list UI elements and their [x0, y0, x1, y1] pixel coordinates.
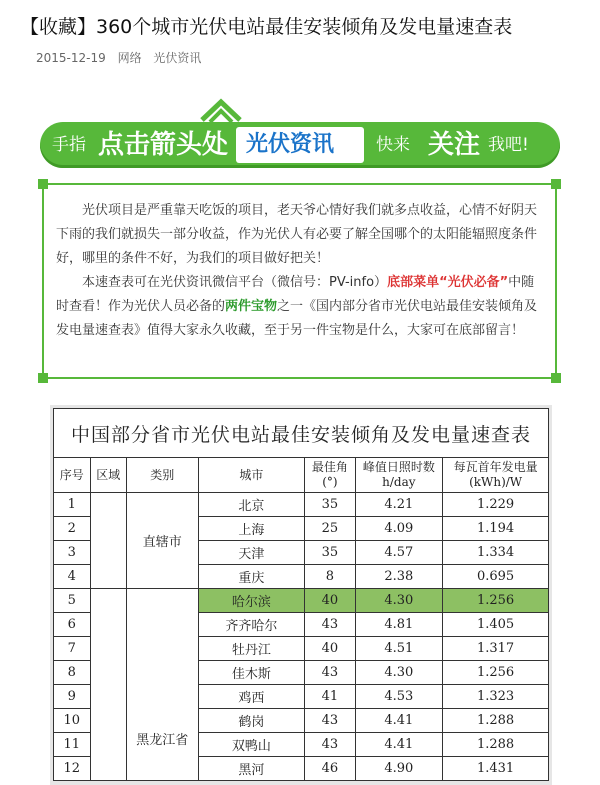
row-index: 9	[54, 685, 91, 709]
corner-decoration	[551, 179, 561, 189]
banner-text-4: 快来	[376, 135, 410, 155]
angle-cell: 43	[305, 733, 355, 757]
peak-hours-cell: 4.51	[355, 637, 443, 661]
banner-text-6: 我吧!	[488, 135, 529, 155]
angle-cell: 8	[305, 565, 355, 589]
angle-cell: 35	[305, 541, 355, 565]
header-angle: 最佳角(°)	[305, 458, 355, 493]
city-cell: 鸡西	[198, 685, 305, 709]
table-caption: 中国部分省市光伏电站最佳安装倾角及发电量速查表	[54, 409, 549, 458]
city-cell: 北京	[198, 493, 305, 517]
row-index: 10	[54, 709, 91, 733]
menu-reference: 底部菜单“光伏必备”	[387, 275, 509, 290]
angle-cell: 40	[305, 589, 355, 613]
row-index: 1	[54, 493, 91, 517]
article-meta	[36, 49, 209, 66]
city-cell: 双鸭山	[198, 733, 305, 757]
region-cell	[90, 493, 126, 589]
city-cell: 上海	[198, 517, 305, 541]
banner-text-1: 手指	[52, 135, 86, 155]
city-cell: 佳木斯	[198, 661, 305, 685]
table-row	[54, 589, 549, 613]
peak-hours-cell: 4.90	[355, 757, 443, 781]
yield-cell: 0.695	[443, 565, 549, 589]
angle-cell: 41	[305, 685, 355, 709]
peak-hours-cell: 4.30	[355, 589, 443, 613]
category-cell: 直辖市	[126, 493, 198, 589]
intro-box	[42, 183, 557, 379]
header-yield: 每瓦首年发电量(kWh)/W	[443, 458, 549, 493]
peak-hours-cell: 4.09	[355, 517, 443, 541]
angle-cell: 43	[305, 661, 355, 685]
angle-cell: 46	[305, 757, 355, 781]
header-peak-hours: 峰值日照时数h/day	[355, 458, 443, 493]
city-cell: 牡丹江	[198, 637, 305, 661]
city-cell: 黑河	[198, 757, 305, 781]
yield-cell: 1.256	[443, 589, 549, 613]
city-cell: 鹤岗	[198, 709, 305, 733]
row-index: 2	[54, 517, 91, 541]
corner-decoration	[38, 179, 48, 189]
banner-text-5: 关注	[428, 130, 481, 160]
city-cell: 重庆	[198, 565, 305, 589]
intro-p2-a: 本速查表可在光伏资讯微信平台（微信号：PV-info）	[82, 275, 388, 290]
source-label: 网络	[117, 51, 142, 65]
city-cell: 齐齐哈尔	[198, 613, 305, 637]
corner-decoration	[551, 373, 561, 383]
intro-p1-text: 光伏项目是严重靠天吃饭的项目，老天爷心情好我们就多点收益，心情不好阴天下雨的我们就损失一部分收益，作为光伏人有必要了解全国哪个的太阳能辐照度条件好，哪里的条件不好，为我们的项目做好把关！	[56, 203, 538, 266]
yield-cell: 1.288	[443, 733, 549, 757]
row-index: 7	[54, 637, 91, 661]
yield-cell: 1.334	[443, 541, 549, 565]
pv-data-table	[53, 408, 549, 781]
corner-decoration	[38, 373, 48, 383]
table-row	[54, 493, 549, 517]
intro-paragraph-1	[56, 199, 544, 271]
row-index: 8	[54, 661, 91, 685]
row-index: 5	[54, 589, 91, 613]
peak-hours-cell: 4.53	[355, 685, 443, 709]
yield-cell: 1.405	[443, 613, 549, 637]
row-index: 4	[54, 565, 91, 589]
angle-cell: 43	[305, 709, 355, 733]
intro-p2-c: 中随时查看！作为光伏人员必备的	[56, 275, 535, 314]
row-index: 6	[54, 613, 91, 637]
intro-paragraph-2	[56, 271, 544, 343]
follow-banner[interactable]	[40, 122, 560, 168]
yield-cell: 1.194	[443, 517, 549, 541]
header-city: 城市	[198, 458, 305, 493]
data-table-image	[50, 405, 552, 785]
peak-hours-cell: 4.41	[355, 709, 443, 733]
yield-cell: 1.229	[443, 493, 549, 517]
category-cell: 黑龙江省	[126, 589, 198, 781]
banner-text-2: 点击箭头处	[98, 130, 229, 160]
city-cell: 天津	[198, 541, 305, 565]
article-title: 【收藏】360个城市光伏电站最佳安装倾角及发电量速查表	[20, 16, 513, 38]
row-index: 12	[54, 757, 91, 781]
region-cell	[90, 589, 126, 781]
peak-hours-cell: 4.81	[355, 613, 443, 637]
account-link[interactable]: 光伏资讯	[153, 51, 202, 65]
header-region: 区域	[90, 458, 126, 493]
peak-hours-cell: 4.41	[355, 733, 443, 757]
peak-hours-cell: 4.21	[355, 493, 443, 517]
yield-cell: 1.256	[443, 661, 549, 685]
peak-hours-cell: 2.38	[355, 565, 443, 589]
angle-cell: 25	[305, 517, 355, 541]
row-index: 11	[54, 733, 91, 757]
angle-cell: 43	[305, 613, 355, 637]
intro-p2-e: 之一《国内部分省市光伏电站最佳安装倾角及发电量速查表》值得大家永久收藏，至于另一件宝物是什么，大家可在底部留言！	[56, 299, 538, 338]
two-treasures-highlight: 两件宝物	[225, 299, 278, 314]
header-category: 类别	[126, 458, 198, 493]
angle-cell: 35	[305, 493, 355, 517]
angle-cell: 40	[305, 637, 355, 661]
yield-cell: 1.317	[443, 637, 549, 661]
yield-cell: 1.431	[443, 757, 549, 781]
yield-cell: 1.323	[443, 685, 549, 709]
banner-account-name: 光伏资讯	[246, 132, 335, 157]
peak-hours-cell: 4.57	[355, 541, 443, 565]
header-index: 序号	[54, 458, 91, 493]
row-index: 3	[54, 541, 91, 565]
publish-date: 2015-12-19	[36, 51, 106, 65]
peak-hours-cell: 4.30	[355, 661, 443, 685]
up-arrow-icon	[198, 98, 244, 122]
city-cell: 哈尔滨	[198, 589, 305, 613]
table-body	[54, 493, 549, 781]
yield-cell: 1.288	[443, 709, 549, 733]
